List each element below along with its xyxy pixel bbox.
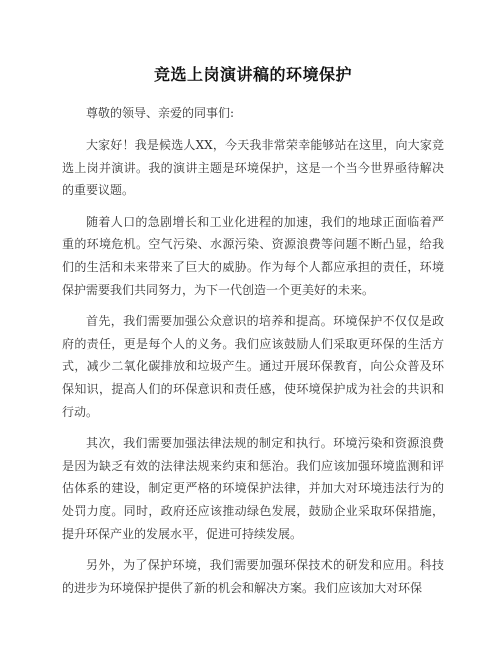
document-title: 竞选上岗演讲稿的环境保护: [153, 65, 352, 84]
greeting-line: 尊敬的领导、亲爱的同事们:: [86, 106, 235, 120]
paragraph-intro: 大家好！我是候选人XX，今天我非常荣幸能够站在这里，向大家竞选上岗并演讲。我的演讲主题是环境保护，这是一个当今世界亟待解决的重要议题。: [62, 138, 444, 198]
paragraph-awareness: 首先，我们需要加强公众意识的培养和提高。环境保护不仅仅是政府的责任，更是每个人的义务。我们应该鼓励人们采取更环保的生活方式，减少二氧化碳排放和垃圾产生。通过开展环保教育，向公众普及环保知识，提高人们的环保意识和责任感，使环境保护成为社会的共识和行动。: [62, 314, 444, 419]
paragraph-crisis: 随着人口的急剧增长和工业化进程的加速，我们的地球正面临着严重的环境危机。空气污染、水源污染、资源浪费等问题不断凸显，给我们的生活和未来带来了巨大的威胁。作为每个人都应承担的责任，环境保护需要我们共同努力，为下一代创造一个更美好的未来。: [62, 214, 444, 297]
paragraph-technology: 另外，为了保护环境，我们需要加强环保技术的研发和应用。科技的进步为环境保护提供了新的机会和解决方案。我们应该加大对环保: [62, 558, 444, 595]
paragraph-law: 其次，我们需要加强法律法规的制定和执行。环境污染和资源浪费是因为缺乏有效的法律法规来约束和惩治。我们应该加强环境监测和评估体系的建设，制定更严格的环境保护法律，并加大对环境违法行为的处罚力度。同时，政府还应该推动绿色发展，鼓励企业采取环保措施，提升环保产业的发展水平，促进可持续发展。: [62, 436, 444, 541]
